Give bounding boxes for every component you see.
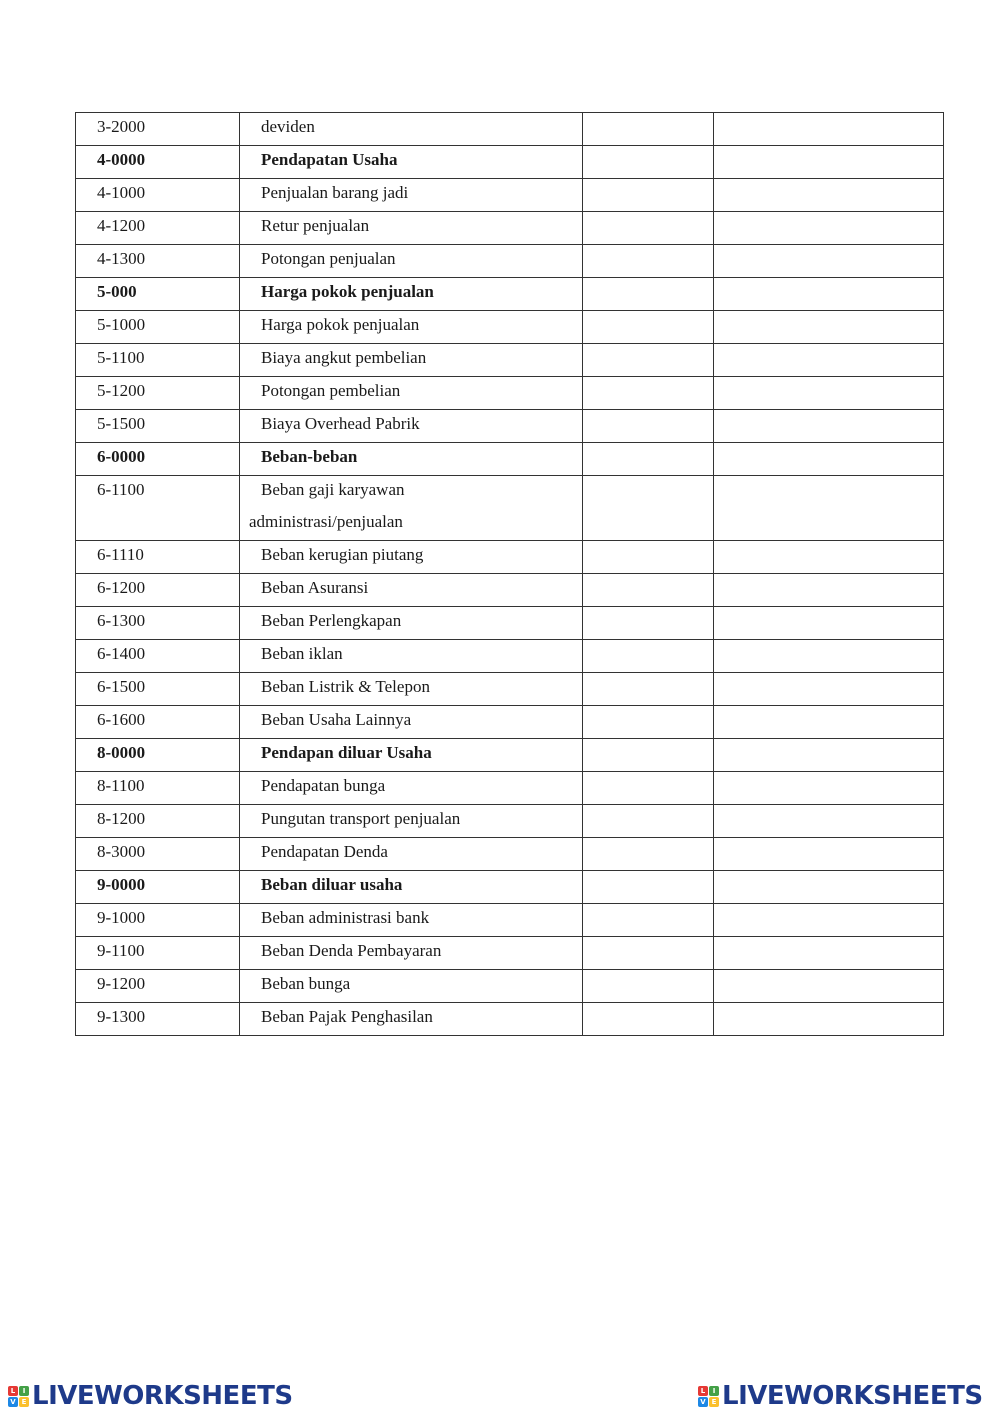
table-row <box>76 871 944 904</box>
empty-cell <box>583 805 714 838</box>
account-name-cell: Potongan penjualan <box>240 245 583 278</box>
empty-cell <box>714 871 944 904</box>
empty-cell <box>714 212 944 245</box>
empty-cell <box>714 179 944 212</box>
liveworksheets-logo-icon: L I V E <box>698 1386 719 1407</box>
empty-cell <box>714 1003 944 1036</box>
empty-cell <box>714 541 944 574</box>
empty-cell <box>583 476 714 541</box>
liveworksheets-logo-icon: L I V E <box>8 1386 29 1407</box>
account-name-cell: Beban Perlengkapan <box>240 607 583 640</box>
account-code-cell: 6-1110 <box>76 541 240 574</box>
account-name-cell: Penjualan barang jadi <box>240 179 583 212</box>
empty-cell <box>583 970 714 1003</box>
account-code-cell: 5-1100 <box>76 344 240 377</box>
account-name-cell: Harga pokok penjualan <box>240 311 583 344</box>
empty-cell <box>583 937 714 970</box>
empty-cell <box>714 146 944 179</box>
account-code-cell: 5-000 <box>76 278 240 311</box>
empty-cell <box>583 1003 714 1036</box>
empty-cell <box>583 871 714 904</box>
account-code-cell: 5-1500 <box>76 410 240 443</box>
account-code-cell: 5-1200 <box>76 377 240 410</box>
account-name-line: administrasi/penjualan <box>249 512 403 531</box>
table-row <box>76 443 944 476</box>
account-code-cell: 6-1100 <box>76 476 240 541</box>
empty-cell <box>583 541 714 574</box>
table-row <box>76 838 944 871</box>
empty-cell <box>714 739 944 772</box>
empty-cell <box>714 344 944 377</box>
empty-cell <box>583 278 714 311</box>
empty-cell <box>583 706 714 739</box>
empty-cell <box>583 904 714 937</box>
empty-cell <box>714 574 944 607</box>
empty-cell <box>583 113 714 146</box>
account-code-cell: 9-1100 <box>76 937 240 970</box>
empty-cell <box>583 245 714 278</box>
account-name-cell: Beban bunga <box>240 970 583 1003</box>
empty-cell <box>714 377 944 410</box>
table-row <box>76 937 944 970</box>
account-name-cell: Harga pokok penjualan <box>240 278 583 311</box>
empty-cell <box>714 410 944 443</box>
empty-cell <box>714 476 944 541</box>
footer-logo-right <box>698 1381 983 1411</box>
account-code-cell: 6-1200 <box>76 574 240 607</box>
account-code-cell: 9-1000 <box>76 904 240 937</box>
empty-cell <box>714 838 944 871</box>
footer-logo-left <box>8 1381 293 1411</box>
empty-cell <box>714 245 944 278</box>
account-name-cell: Beban administrasi bank <box>240 904 583 937</box>
empty-cell <box>714 278 944 311</box>
account-code-cell: 8-1200 <box>76 805 240 838</box>
logo-text: LIVEWORKSHEETS <box>32 1381 293 1411</box>
empty-cell <box>583 673 714 706</box>
empty-cell <box>714 706 944 739</box>
account-name-cell: Biaya angkut pembelian <box>240 344 583 377</box>
account-name-cell: Beban Usaha Lainnya <box>240 706 583 739</box>
empty-cell <box>714 607 944 640</box>
table-row <box>76 113 944 146</box>
empty-cell <box>583 344 714 377</box>
empty-cell <box>583 443 714 476</box>
table-row <box>76 640 944 673</box>
account-name-cell: Beban Listrik & Telepon <box>240 673 583 706</box>
table-row <box>76 673 944 706</box>
account-name-cell <box>240 476 583 541</box>
account-code-cell: 6-1300 <box>76 607 240 640</box>
table-row <box>76 245 944 278</box>
table-row <box>76 772 944 805</box>
account-name-cell: Beban Denda Pembayaran <box>240 937 583 970</box>
table-row <box>76 541 944 574</box>
account-code-cell: 4-1000 <box>76 179 240 212</box>
empty-cell <box>583 410 714 443</box>
account-name-cell: Pendapatan bunga <box>240 772 583 805</box>
account-name-cell: Pungutan transport penjualan <box>240 805 583 838</box>
table-row <box>76 970 944 1003</box>
account-code-cell: 4-1300 <box>76 245 240 278</box>
table-row <box>76 805 944 838</box>
account-code-cell: 4-0000 <box>76 146 240 179</box>
account-code-cell: 8-1100 <box>76 772 240 805</box>
account-name-cell: Biaya Overhead Pabrik <box>240 410 583 443</box>
account-code-cell: 8-0000 <box>76 739 240 772</box>
table-row <box>76 377 944 410</box>
empty-cell <box>583 377 714 410</box>
table-row <box>76 311 944 344</box>
logo-text: LIVEWORKSHEETS <box>722 1381 983 1411</box>
table-row <box>76 904 944 937</box>
account-code-cell: 9-0000 <box>76 871 240 904</box>
account-name-cell: Beban kerugian piutang <box>240 541 583 574</box>
empty-cell <box>714 113 944 146</box>
empty-cell <box>714 970 944 1003</box>
table-row <box>76 607 944 640</box>
chart-of-accounts-table <box>75 112 944 1036</box>
empty-cell <box>714 772 944 805</box>
account-code-cell: 9-1200 <box>76 970 240 1003</box>
table-row <box>76 739 944 772</box>
account-name-cell: Beban-beban <box>240 443 583 476</box>
account-name-line: Beban gaji karyawan <box>261 480 405 499</box>
empty-cell <box>583 146 714 179</box>
empty-cell <box>714 673 944 706</box>
empty-cell <box>583 311 714 344</box>
account-name-cell: deviden <box>240 113 583 146</box>
empty-cell <box>583 838 714 871</box>
table-row <box>76 179 944 212</box>
empty-cell <box>714 640 944 673</box>
table-row <box>76 344 944 377</box>
account-code-cell: 6-0000 <box>76 443 240 476</box>
account-name-cell: Beban diluar usaha <box>240 871 583 904</box>
account-code-cell: 5-1000 <box>76 311 240 344</box>
empty-cell <box>583 179 714 212</box>
account-name-cell: Pendapatan Usaha <box>240 146 583 179</box>
empty-cell <box>583 607 714 640</box>
empty-cell <box>714 311 944 344</box>
account-code-cell: 6-1400 <box>76 640 240 673</box>
table-row <box>76 278 944 311</box>
account-name-cell: Pendapan diluar Usaha <box>240 739 583 772</box>
account-code-cell: 9-1300 <box>76 1003 240 1036</box>
account-code-cell: 3-2000 <box>76 113 240 146</box>
table-row <box>76 706 944 739</box>
account-name-cell: Retur penjualan <box>240 212 583 245</box>
empty-cell <box>583 212 714 245</box>
table-row <box>76 410 944 443</box>
table-row <box>76 146 944 179</box>
table-row <box>76 476 944 541</box>
accounts-table-body <box>76 113 944 1036</box>
empty-cell <box>714 937 944 970</box>
empty-cell <box>714 904 944 937</box>
empty-cell <box>583 640 714 673</box>
empty-cell <box>583 772 714 805</box>
account-code-cell: 6-1600 <box>76 706 240 739</box>
account-name-cell: Potongan pembelian <box>240 377 583 410</box>
empty-cell <box>583 574 714 607</box>
account-code-cell: 4-1200 <box>76 212 240 245</box>
account-name-cell: Pendapatan Denda <box>240 838 583 871</box>
account-name-cell: Beban iklan <box>240 640 583 673</box>
table-row <box>76 574 944 607</box>
empty-cell <box>714 443 944 476</box>
account-code-cell: 6-1500 <box>76 673 240 706</box>
empty-cell <box>714 805 944 838</box>
account-name-cell: Beban Pajak Penghasilan <box>240 1003 583 1036</box>
table-row <box>76 1003 944 1036</box>
table-row <box>76 212 944 245</box>
account-code-cell: 8-3000 <box>76 838 240 871</box>
empty-cell <box>583 739 714 772</box>
account-name-cell: Beban Asuransi <box>240 574 583 607</box>
